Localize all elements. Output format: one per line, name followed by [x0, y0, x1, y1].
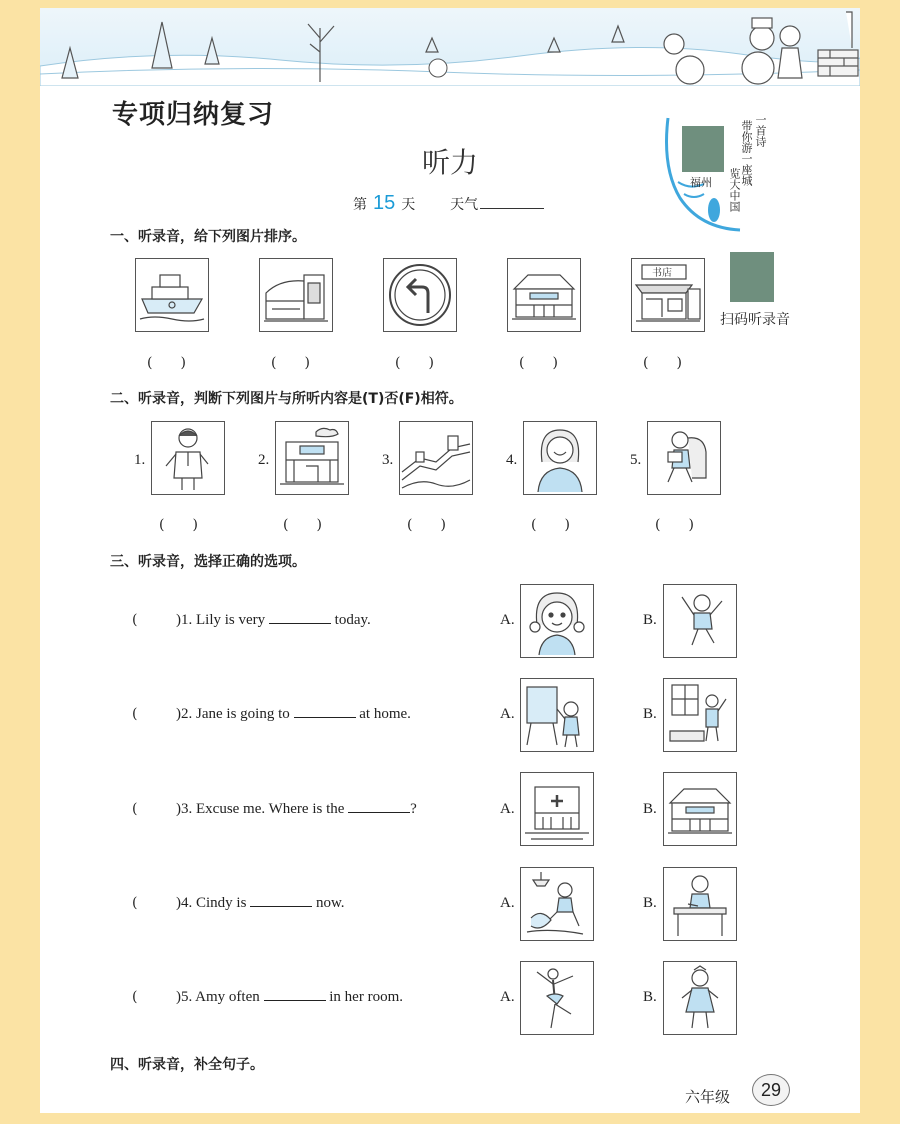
option-b-picture[interactable]	[663, 772, 737, 846]
answer-bracket[interactable]: ( )	[283, 517, 322, 533]
smiling-girl-picture	[523, 421, 597, 495]
weather-blank[interactable]	[480, 208, 544, 209]
answer-bracket[interactable]: ( )	[147, 355, 186, 371]
option-b-label: B.	[643, 801, 657, 817]
option-b-picture[interactable]	[663, 961, 737, 1035]
option-b-label: B.	[643, 612, 657, 628]
option-b-label: B.	[643, 706, 657, 722]
winter-banner-illustration	[40, 8, 860, 86]
answer-bracket[interactable]: ( )	[531, 517, 570, 533]
option-a-picture[interactable]	[520, 867, 594, 941]
question-5-bracket[interactable]: (	[132, 989, 138, 1005]
answer-bracket[interactable]: ( )	[159, 517, 198, 533]
promo-city: 福州	[690, 176, 712, 189]
answer-blank[interactable]	[294, 717, 356, 718]
option-a-label: A.	[500, 706, 515, 722]
museum-picture	[259, 258, 333, 332]
day-suffix: 天	[401, 197, 416, 213]
answer-bracket[interactable]: ( )	[643, 355, 682, 371]
turn-left-sign-picture	[383, 258, 457, 332]
answer-blank[interactable]	[250, 906, 312, 907]
option-a-picture[interactable]	[520, 772, 594, 846]
option-b-label: B.	[643, 895, 657, 911]
page-number: 29	[752, 1074, 790, 1106]
grade-label: 六年级	[685, 1088, 731, 1106]
poem-qr-code[interactable]	[682, 126, 724, 172]
post-office-picture	[275, 421, 349, 495]
option-b-picture[interactable]	[663, 584, 737, 658]
option-a-label: A.	[500, 612, 515, 628]
promo-line-1: 一首诗	[754, 114, 767, 147]
ship-picture	[135, 258, 209, 332]
bookstore-picture	[631, 258, 705, 332]
weather-label: 天气	[450, 197, 479, 213]
section-4-heading: 四、听录音，补全句子。	[110, 1057, 264, 1073]
item-number: 5.	[630, 452, 642, 468]
answer-bracket[interactable]: ( )	[271, 355, 310, 371]
answer-bracket[interactable]: ( )	[407, 517, 446, 533]
option-a-label: A.	[500, 801, 515, 817]
item-number: 2.	[258, 452, 270, 468]
section-2-heading: 二、听录音，判断下列图片与所听内容是(T)否(F)相符。	[110, 391, 463, 407]
doctor-picture	[151, 421, 225, 495]
poem-promo-card	[660, 98, 770, 236]
question-2: )2. Jane is going to at home.	[176, 706, 411, 722]
great-wall-picture	[399, 421, 473, 495]
question-1-bracket[interactable]: (	[132, 612, 138, 628]
option-a-picture[interactable]	[520, 584, 594, 658]
answer-blank[interactable]	[348, 812, 410, 813]
item-number: 1.	[134, 452, 146, 468]
question-1: )1. Lily is very today.	[176, 612, 371, 628]
svg-text:书店: 书店	[652, 268, 672, 279]
day-weather-line	[353, 192, 544, 215]
option-b-picture[interactable]	[663, 867, 737, 941]
answer-blank[interactable]	[269, 623, 331, 624]
option-a-picture[interactable]	[520, 961, 594, 1035]
question-5: )5. Amy often in her room.	[176, 989, 403, 1005]
answer-bracket[interactable]: ( )	[519, 355, 558, 371]
section-3-heading: 三、听录音，选择正确的选项。	[110, 554, 306, 570]
question-4-bracket[interactable]: (	[132, 895, 138, 911]
question-4: )4. Cindy is now.	[176, 895, 345, 911]
qr-caption: 扫码听录音	[720, 312, 790, 328]
item-number: 3.	[382, 452, 394, 468]
worksheet-page	[40, 8, 860, 1113]
answer-blank[interactable]	[264, 1000, 326, 1001]
listening-qr-code[interactable]	[730, 252, 774, 302]
option-b-label: B.	[643, 989, 657, 1005]
answer-bracket[interactable]: ( )	[395, 355, 434, 371]
question-3-bracket[interactable]: (	[132, 801, 138, 817]
answer-bracket[interactable]: ( )	[655, 517, 694, 533]
option-b-picture[interactable]	[663, 678, 737, 752]
option-a-label: A.	[500, 989, 515, 1005]
question-3: )3. Excuse me. Where is the ?	[176, 801, 417, 817]
question-2-bracket[interactable]: (	[132, 706, 138, 722]
item-number: 4.	[506, 452, 518, 468]
promo-line-3: 览大中国	[728, 168, 741, 212]
option-a-label: A.	[500, 895, 515, 911]
cinema-picture	[507, 258, 581, 332]
option-a-picture[interactable]	[520, 678, 594, 752]
day-prefix: 第	[353, 197, 367, 213]
page-title: 听力	[421, 146, 478, 179]
section-1-heading: 一、听录音，给下列图片排序。	[110, 229, 306, 245]
day-number: 15	[373, 192, 396, 214]
boy-reading-picture	[647, 421, 721, 495]
promo-line-2: 带你游一座城	[740, 120, 753, 186]
series-title: 专项归纳复习	[112, 100, 275, 130]
